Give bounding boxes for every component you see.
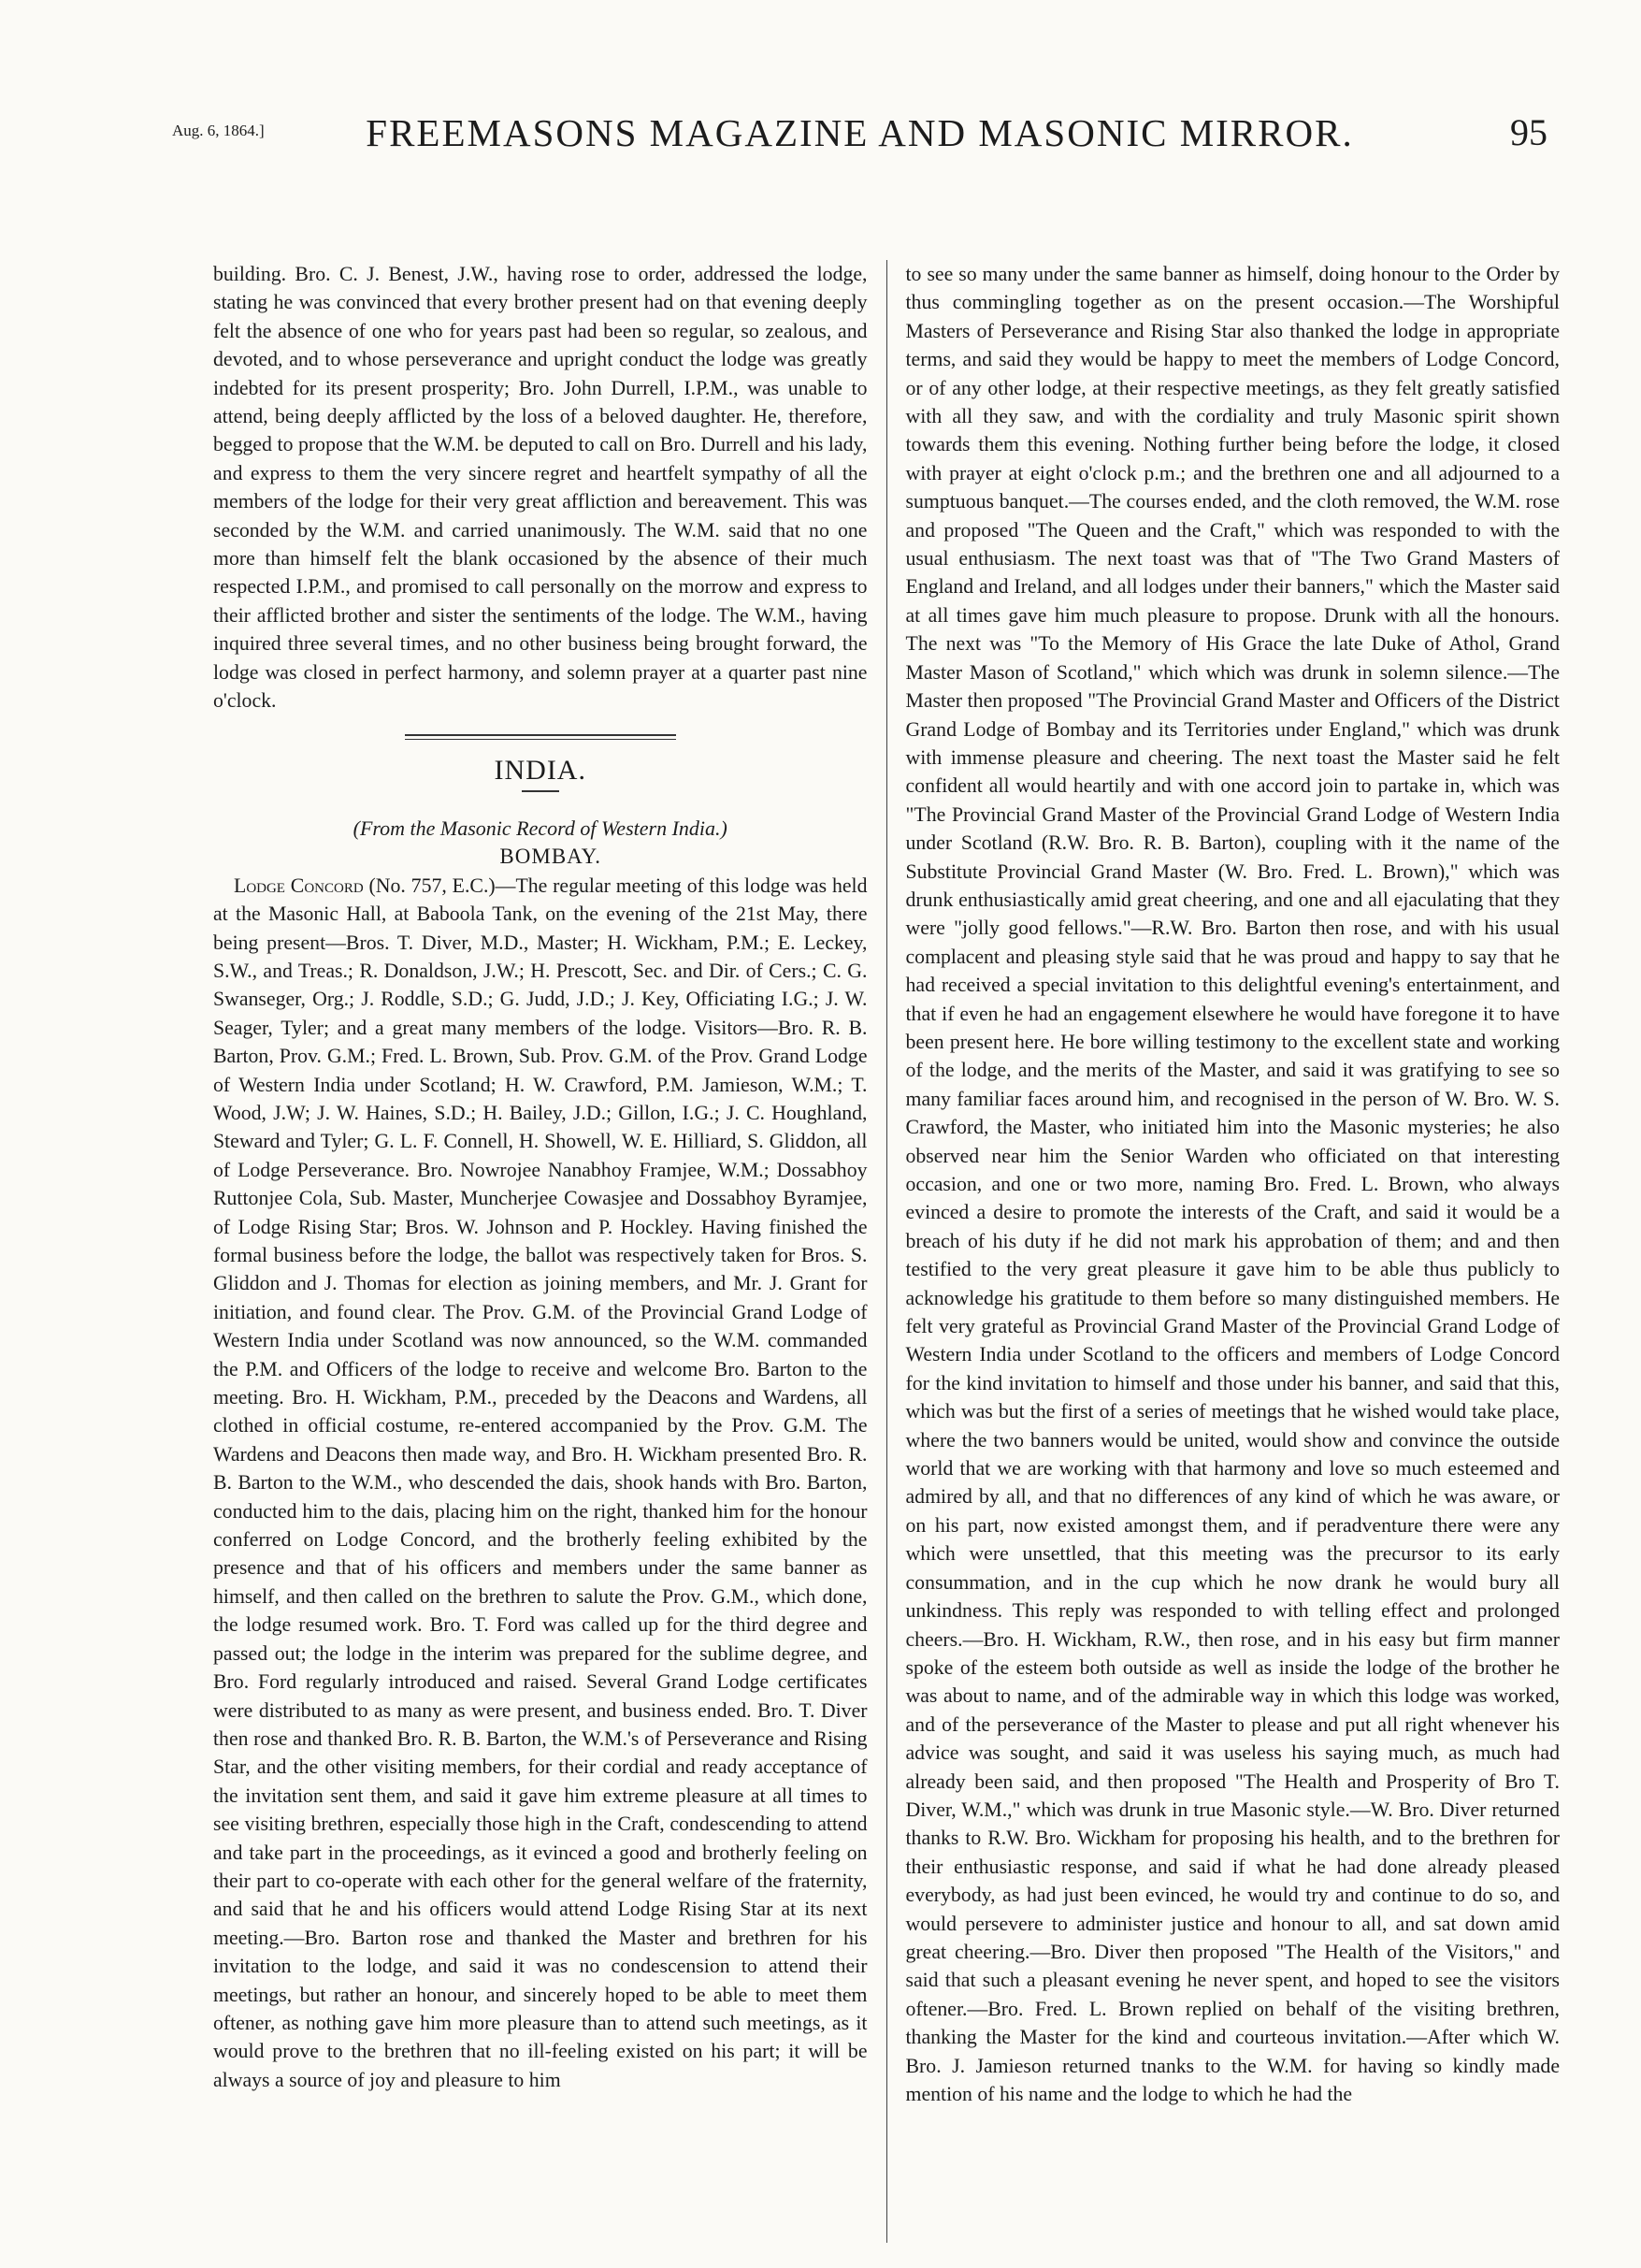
- lodge-report-paragraph: [213, 872, 868, 2094]
- magazine-title: FREEMASONS MAGAZINE AND MASONIC MIRROR.: [366, 111, 1354, 154]
- column-divider: [886, 260, 887, 2243]
- source-line: (From the Masonic Record of Western India.): [353, 816, 727, 840]
- banquet-paragraph: to see so many under the same banner as himself, doing honour to the Order by thus commingling together as on the present occasion.—The Worshipful Masters of Perseverance and Rising Star also thanked the lodge in appropriate terms, and said they would be happy to meet the members of Lodge Concord, or of any other lodge, at their respective meetings, as they felt greatly satisfied with all they saw, and with the cordiality and truly Masonic spirit shown towards them this evening. Nothing further being before the lodge, it closed with prayer at eight o'clock p.m.; and the brethren one and all adjourned to a sumptuous banquet.—The courses ended, and the cloth removed, the W.M. rose and proposed "The Queen and the Craft," which was responded to with the usual enthusiasm. The next toast was that of "The Two Grand Masters of England and Ireland, and all lodges under their banners," which the Master said at all times gave him much pleasure to propose. Drunk with all the honours. The next was "To the Memory of His Grace the late Duke of Athol, Grand Master Mason of Scotland," which which was drunk in solemn silence.—The Master then proposed "The Provincial Grand Master and Officers of the District Grand Lodge of Bombay and its Territories under England," which was drunk with immense pleasure and cheering. The next toast the Master said he felt confident all would heartily and with one accord join to partake in, which was "The Provincial Grand Master of the Provincial Grand Lodge of Western India under Scotland (R.W. Bro. R. B. Barton), coupling with it the name of the Substitute Provincial Grand Master (W. Bro. Fred. L. Brown)," which was drunk enthusiastically amid great cheering, and one and all ejaculating that they were "jolly good fellows."—R.W. Bro. Barton then rose, and with his usual complacent and pleasing style said that he was proud and happy to say that he had received a special invitation to this delightful evening's entertainment, and that if even he had an engagement elsewhere he would have foregone it to have been present here. He bore willing testimony to the excellent state and working of the lodge, and the merits of the Master, and said it was gratifying to see so many familiar faces around him, and recognised in the person of W. Bro. W. S. Crawford, the Master, who initiated him into the Masonic mysteries; he also observed near him the Senior Warden who officiated on that interesting occasion, and one or two more, naming Bro. Fred. L. Brown, who always evinced a desire to promote the interests of the Craft, and said it would be a breach of his duty if he did not mark his approbation of them; and and then testified to the very great pleasure it gave him to be able thus publicly to acknowledge his gratitude to them before so many distinguished members. He felt very grateful as Provincial Grand Master of the Provincial Grand Lodge of Western India under Scotland to the officers and members of Lodge Concord for the kind invitation to himself and those under his banner, and said that this, which was but the first of a series of meetings that he wished would take place, where the two banners would be united, would show and convince the outside world that we are working with that harmony and love so much esteemed and admired by all, and that no differences of any kind of which he was aware, or on his part, now existed amongst them, and if peradventure there were any which were unsettled, that this meeting was the precursor to its early consummation, and in the cup which he now drank he would bury all unkindness. This reply was responded to with telling effect and prolonged cheers.—Bro. H. Wickham, R.W., then rose, and in his easy but firm manner spoke of the esteem both outside as well as inside the lodge of the brother he was about to name, and of the admirable way in which this lodge was worked, and of the perseverance of the Master to please and put all right whenever his advice was sought, and said it was useless his saying much, as much had already been said, and then proposed "The Health and Prosperity of Bro T. Diver, W.M.," which was drunk in true Masonic style.—W. Bro. Diver returned thanks to R.W. Bro. Wickham for proposing his health, and to the brethren for their enthusiastic response, and said if what he had done already pleased everybody, as had just been evinced, he would try and continue to do so, and would persevere to administer justice and honour to all, and sat down amid great cheering.—Bro. Diver then proposed "The Health of the Visitors," and said that such a pleasant evening he never spent, and hoped to see the visitors oftener.—Bro. Fred. L. Brown replied on behalf of the visiting brethren, thanking the Master for the kind and courteous invitation.—After which W. Bro. J. Jamieson returned tnanks to the W.M. for having so kindly made mention of his name and the lodge to which he had the: [905, 263, 1560, 2105]
- closing-report-paragraph: building. Bro. C. J. Benest, J.W., having rose to order, addressed the lodge, stating he was convinced that every brother present had on that evening deeply felt the absence of one who for years past had been so regular, so zealous, and devoted, and to whose perseverance and upright conduct the lodge was greatly indebted for its present prosperity; Bro. John Durrell, I.P.M., was unable to attend, being deeply afflicted by the loss of a beloved daughter. He, therefore, begged to propose that the W.M. be deputed to call on Bro. Durrell and his lady, and express to them the very sincere regret and heartfelt sympathy of all the members of the lodge for their very great affliction and bereavement. This was seconded by the W.M. and carried unanimously. The W.M. said that no one more than himself felt the blank occasioned by the absence of their much respected I.P.M., and promised to call personally on the morrow and express to their afflicted brother and sister the sentiments of the lodge. The W.M., having inquired three several times, and no other business being brought forward, the lodge was closed in perfect harmony, and solemn prayer at a quarter past nine o'clock.: [213, 263, 868, 713]
- lodge-name: Lodge Concord: [234, 874, 364, 897]
- issue-date: Aug. 6, 1864.]: [172, 122, 265, 139]
- running-head: [172, 86, 1547, 152]
- page-number: 95: [1510, 111, 1547, 153]
- lodge-report-text: (No. 757, E.C.)—The regular meeting of this lodge was held at the Masonic Hall, at Baboola Tank, on the evening of the 21st May, there being present—Bros. T. Diver, M.D., Master; H. Wickham, P.M.; E. Leckey, S.W., and Treas.; R. Donaldson, J.W.; H. Prescott, Sec. and Dir. of Cers.; C. G. Swanseger, Org.; J. Roddle, S.D.; G. Judd, J.D.; J. Key, Officiating I.G.; J. W. Seager, Tyler; and a great many members of the lodge. Visitors—Bro. R. B. Barton, Prov. G.M.; Fred. L. Brown, Sub. Prov. G.M. of the Prov. Grand Lodge of Western India under Scotland; H. W. Crawford, P.M. Jamieson, W.M.; T. Wood, J.W; J. W. Haines, S.D.; H. Bailey, J.D.; Gillon, I.G.; J. C. Houghland, Steward and Tyler; G. L. F. Connell, H. Showell, W. E. Hilliard, S. Gliddon, all of Lodge Perseverance. Bro. Nowrojee Nanabhoy Framjee, W.M.; Dossabhoy Ruttonjee Cola, Sub. Master, Muncherjee Cowasjee and Dossabhoy Byramjee, of Lodge Rising Star; Bros. W. Johnson and P. Hockley. Having finished the formal business before the lodge, the ballot was respectively taken for Bros. S. Gliddon and J. Thomas for election as joining members, and Mr. J. Grant for initiation, and found clear. The Prov. G.M. of the Provincial Grand Lodge of Western India under Scotland was now announced, so the W.M. commanded the P.M. and Officers of the lodge to receive and welcome Bro. Barton to the meeting. Bro. H. Wickham, P.M., preceded by the Deacons and Wardens, all clothed in official costume, re-entered accompanied by the Prov. G.M. The Wardens and Deacons then made way, and Bro. H. Wickham presented Bro. R. B. Barton to the W.M., who descended the dais, shook hands with Bro. Barton, conducted him to the dais, placing him on the right, thanked him for the honour conferred on Lodge Concord, and the brotherly feeling exhibited by the presence and that of his officers and members under the same banner as himself, and then called on the brethren to salute the Prov. G.M., which done, the lodge resumed work. Bro. T. Ford was called up for the third degree and passed out; the lodge in the interim was prepared for the sublime degree, and Bro. Ford regularly introduced and raised. Several Grand Lodge certificates were distributed to as many as were present, and business ended. Bro. T. Diver then rose and thanked Bro. R. B. Barton, the W.M.'s of Perseverance and Rising Star, and the other visiting members, for their cordial and ready acceptance of the invitation sent them, and said it gave him extreme pleasure at all times to see visiting brethren, especially those high in the Craft, condescending to attend and take part in the proceedings, as it evinced a good and brotherly feeling on their part to co-operate with each other for the general welfare of the fraternity, and said that he and his officers would attend Lodge Rising Star at its next meeting.—Bro. Barton rose and thanked the Master and brethren for his invitation to the lodge, and said it was no condescension to attend their meetings, but rather an honour, and sincerely hoped to be able to meet them oftener, as nothing gave him more pleasure than to attend such meetings, as it would prove to the brethren that no ill-feeling existed on his part; it will be always a source of joy and pleasure to him: [213, 874, 868, 2091]
- left-column: [213, 260, 868, 2243]
- title-rule: [522, 790, 559, 792]
- article-columns: [213, 260, 1560, 2243]
- place-heading: BOMBAY.: [499, 845, 602, 869]
- section-title: INDIA.: [494, 754, 586, 786]
- right-column: [906, 260, 1561, 2243]
- section-separator: [405, 734, 676, 740]
